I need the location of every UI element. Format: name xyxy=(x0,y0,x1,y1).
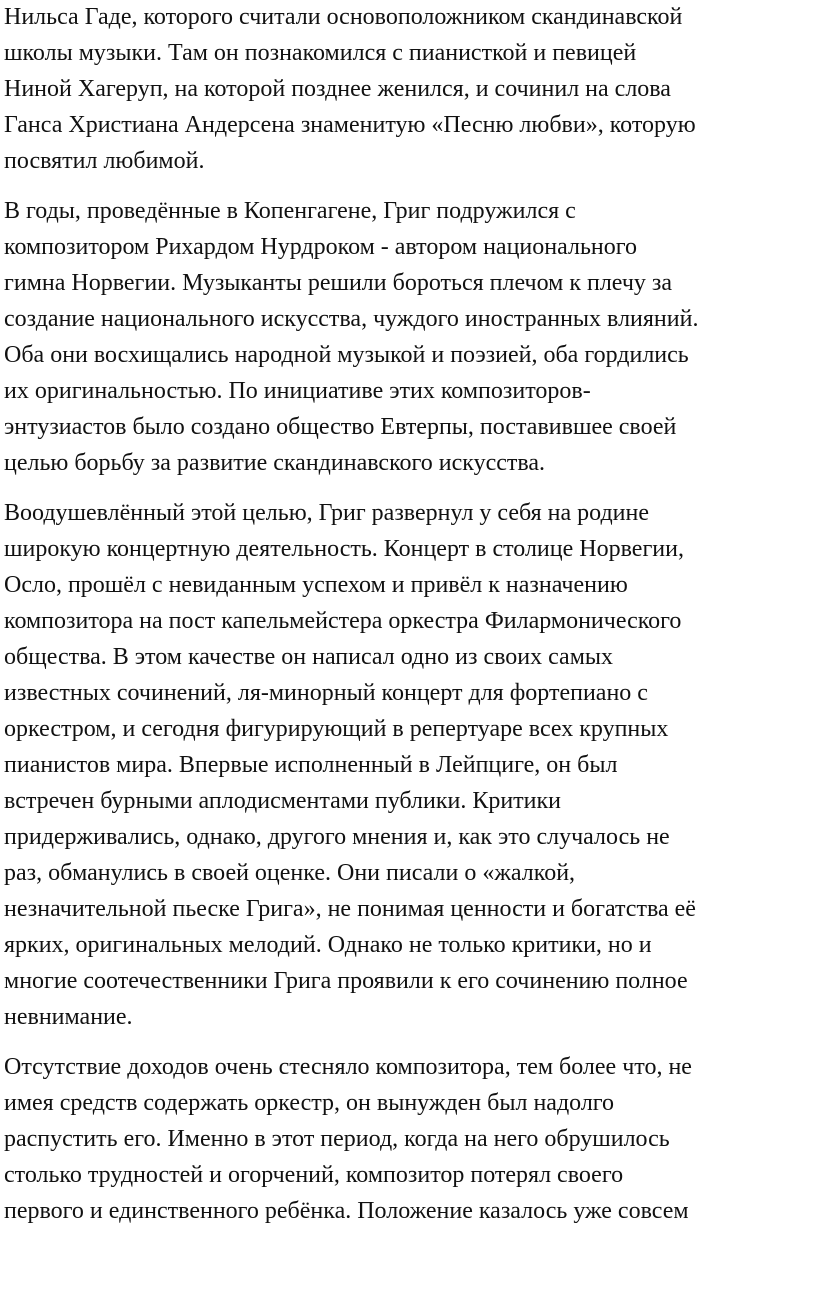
paragraph-1 xyxy=(4,0,816,179)
text-line: Отсутствие доходов очень стесняло композитора, тем более что, не xyxy=(4,1054,692,1080)
text-line: придерживались, однако, другого мнения и, как это случалось не xyxy=(4,824,670,850)
text-line: многие соотечественники Грига проявили к его сочинению полное xyxy=(4,968,688,994)
paragraph-2 xyxy=(4,193,816,481)
text-line: общества. В этом качестве он написал одно из своих самых xyxy=(4,644,614,670)
text-line: В годы, проведённые в Копенгагене, Григ подружился с xyxy=(4,198,576,224)
text-line: создание национального искусства, чуждого иностранных влияний. xyxy=(4,306,699,332)
text-line: первого и единственного ребёнка. Положение казалось уже совсем xyxy=(4,1198,689,1224)
text-line: школы музыки. Там он познакомился с пианисткой и певицей xyxy=(4,40,637,66)
text-line: ярких, оригинальных мелодий. Однако не только критики, но и xyxy=(4,932,652,958)
paragraph-3 xyxy=(4,495,816,1035)
text-line: их оригинальностью. По инициативе этих композиторов- xyxy=(4,378,591,404)
paragraph-4 xyxy=(4,1049,816,1229)
text-line: целью борьбу за развитие скандинавского искусства. xyxy=(4,450,546,476)
text-line: композитора на пост капельмейстера оркестра Филармонического xyxy=(4,608,682,634)
text-line: пианистов мира. Впервые исполненный в Лейпциге, он был xyxy=(4,752,618,778)
text-line: известных сочинений, ля-минорный концерт для фортепиано с xyxy=(4,680,648,706)
text-line: незначительной пьеске Грига», не понимая ценности и богатства её xyxy=(4,896,696,922)
text-line: композитором Рихардом Нурдроком - автором национального xyxy=(4,234,637,260)
text-line: Ганса Христиана Андерсена знаменитую «Песню любви», которую xyxy=(4,112,696,138)
text-line: посвятил любимой. xyxy=(4,148,205,174)
text-line: невнимание. xyxy=(4,1004,133,1030)
text-line: Ниной Хагеруп, на которой позднее женился, и сочинил на слова xyxy=(4,76,671,102)
text-line: Оба они восхищались народной музыкой и поэзией, оба гордились xyxy=(4,342,689,368)
text-line: встречен бурными аплодисментами публики. Критики xyxy=(4,788,562,814)
text-line: Осло, прошёл с невиданным успехом и привёл к назначению xyxy=(4,572,628,598)
text-line: раз, обманулись в своей оценке. Они писали о «жалкой, xyxy=(4,860,576,886)
text-line: имея средств содержать оркестр, он вынужден был надолго xyxy=(4,1090,615,1116)
text-line: оркестром, и сегодня фигурирующий в репертуаре всех крупных xyxy=(4,716,669,742)
text-line: Воодушевлённый этой целью, Григ развернул у себя на родине xyxy=(4,500,650,526)
text-line: гимна Норвегии. Музыканты решили бороться плечом к плечу за xyxy=(4,270,673,296)
text-line: столько трудностей и огорчений, композитор потерял своего xyxy=(4,1162,624,1188)
text-line: широкую концертную деятельность. Концерт в столице Норвегии, xyxy=(4,536,684,562)
text-line: Нильса Гаде, которого считали основоположником скандинавской xyxy=(4,4,683,30)
text-line: энтузиастов было создано общество Евтерпы, поставившее своей xyxy=(4,414,677,440)
text-line: распустить его. Именно в этот период, когда на него обрушилось xyxy=(4,1126,670,1152)
